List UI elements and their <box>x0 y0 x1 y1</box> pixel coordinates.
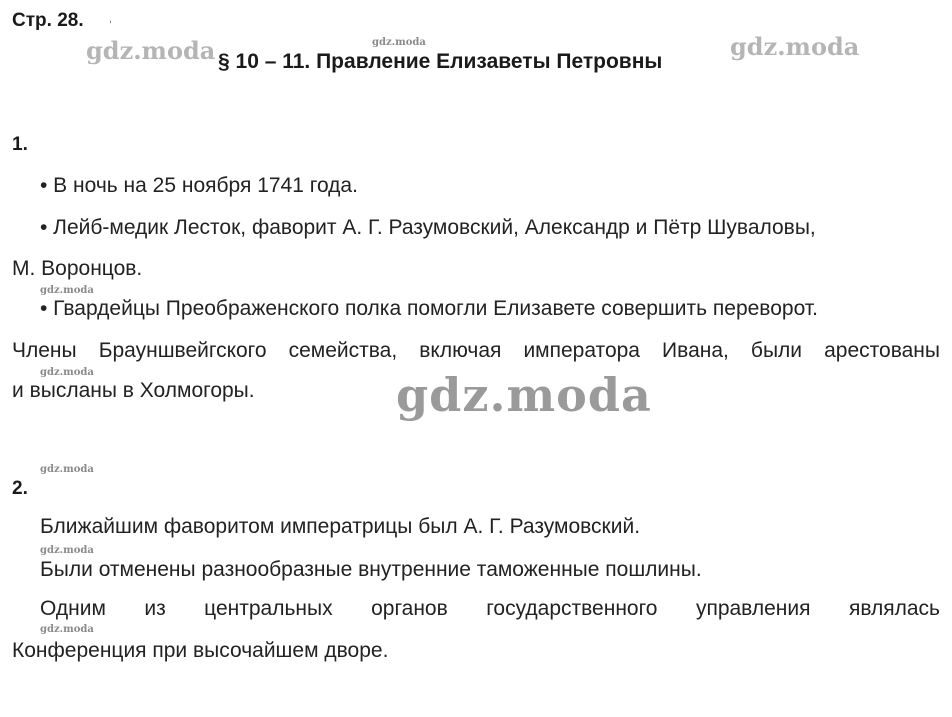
watermark-logo: gdz.moda <box>730 32 860 61</box>
watermark-logo: gdz.moda <box>40 464 94 475</box>
stray-mark: , <box>109 14 112 25</box>
watermark-logo: gdz.moda <box>40 624 94 635</box>
watermark-logo: gdz.moda <box>40 545 94 556</box>
watermark-logo: gdz.moda <box>372 37 426 48</box>
answer-bullet: • В ночь на 25 ноября 1741 года. <box>40 174 358 197</box>
answer-text-line: и высланы в Холмогоры. <box>12 379 255 402</box>
answer-paragraph: Были отменены разнообразные внутренние таможенные пошлины. <box>40 558 702 581</box>
watermark-logo: gdz.moda <box>396 368 652 422</box>
answer-bullet: • Лейб-медик Лесток, фаворит А. Г. Разумовский, Александр и Пётр Шуваловы, <box>40 216 816 239</box>
answer-paragraph: Одним из центральных органов государственного управления являлась <box>40 597 940 620</box>
watermark-logo: gdz.moda <box>40 367 94 378</box>
answer-text-line: Конференция при высочайшем дворе. <box>12 639 389 662</box>
watermark-logo: gdz.moda <box>86 36 216 65</box>
page-title: § 10 – 11. Правление Елизаветы Петровны <box>218 50 663 73</box>
answer-paragraph: Ближайшим фаворитом императрицы был А. Г. Разумовский. <box>40 515 641 538</box>
answer-text-line: Члены Брауншвейгского семейства, включая императора Ивана, были арестованы <box>12 339 940 362</box>
page-number-label: Стр. 28. <box>12 10 84 31</box>
answer-bullet: • Гвардейцы Преображенского полка помогли Елизавете совершить переворот. <box>40 297 818 320</box>
question-number: 2. <box>12 478 28 499</box>
question-number: 1. <box>12 134 28 155</box>
watermark-logo: gdz.moda <box>40 285 94 296</box>
answer-text-line: М. Воронцов. <box>12 257 143 280</box>
